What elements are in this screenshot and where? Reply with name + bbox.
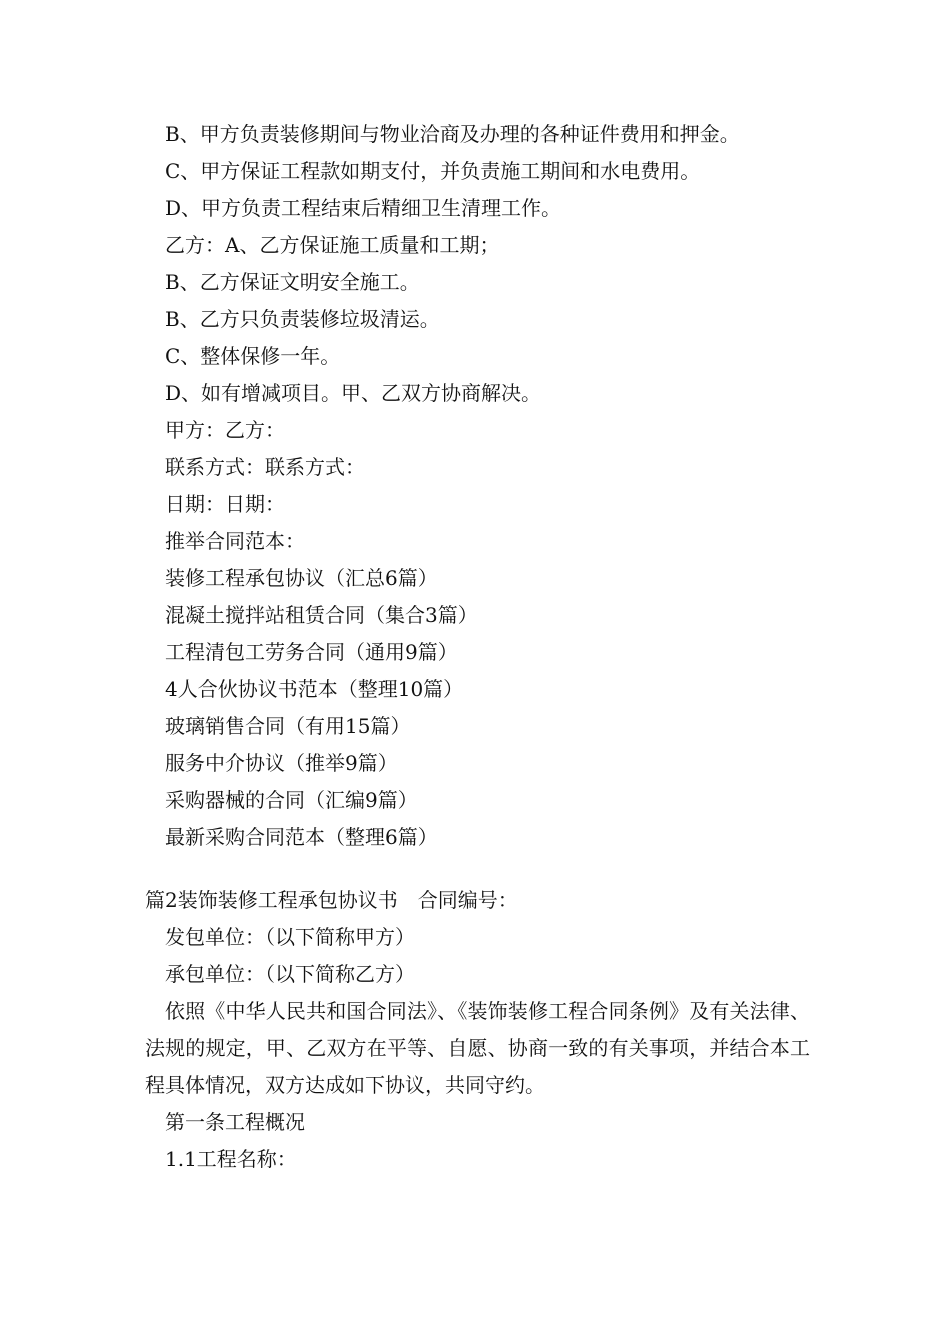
- obligations-section: [145, 116, 810, 523]
- recommend-item[interactable]: 工程清包工劳务合同（通用9篇）: [165, 640, 458, 664]
- recommend-item[interactable]: 玻璃销售合同（有用15篇）: [165, 714, 411, 738]
- section-spacer: [145, 856, 810, 882]
- recommend-section: [145, 523, 810, 856]
- recommend-item[interactable]: 混凝土搅拌站租赁合同（集合3篇）: [165, 603, 478, 627]
- clause-line: B、乙方保证文明安全施工。: [165, 270, 420, 294]
- clause-line: C、整体保修一年。: [165, 344, 341, 368]
- recommend-item[interactable]: 服务中介协议（推举9篇）: [165, 751, 398, 775]
- recommend-item[interactable]: 最新采购合同范本（整理6篇）: [165, 825, 438, 849]
- clause-line: D、如有增减项目。甲、乙双方协商解决。: [165, 381, 542, 405]
- recommend-item[interactable]: 4人合伙协议书范本（整理10篇）: [165, 677, 464, 701]
- employer-line: 发包单位：（以下简称甲方）: [165, 925, 415, 949]
- article-heading: 第一条工程概况: [165, 1110, 305, 1134]
- clause-line: B、乙方只负责装修垃圾清运。: [165, 307, 440, 331]
- clause-line: B、甲方负责装修期间与物业洽商及办理的各种证件费用和押金。: [165, 122, 740, 146]
- intro-paragraph: 依照《中华人民共和国合同法》、《装饰装修工程合同条例》及有关法律、法规的规定，甲、乙双方在平等、自愿、协商一致的有关事项，并结合本工程具体情况，双方达成如下协议，共同守约。: [145, 999, 810, 1097]
- contractor-line: 承包单位：（以下简称乙方）: [165, 962, 415, 986]
- recommend-item[interactable]: 装修工程承包协议（汇总6篇）: [165, 566, 438, 590]
- project-name-line: 1.1工程名称：: [165, 1147, 297, 1171]
- contact-line: 联系方式：联系方式：: [165, 455, 365, 479]
- date-line: 日期：日期：: [165, 492, 285, 516]
- document-page: [145, 116, 810, 1178]
- clause-line: C、甲方保证工程款如期支付，并负责施工期间和水电费用。: [165, 159, 701, 183]
- clause-line: D、甲方负责工程结束后精细卫生清理工作。: [165, 196, 562, 220]
- recommend-heading: 推举合同范本：: [165, 529, 305, 553]
- section-title: 篇2装饰装修工程承包协议书 合同编号：: [145, 888, 518, 912]
- recommend-item[interactable]: 采购器械的合同（汇编9篇）: [165, 788, 418, 812]
- signature-line: 甲方：乙方：: [165, 418, 285, 442]
- clause-line: 乙方：A、乙方保证施工质量和工期；: [165, 233, 500, 257]
- contract-section-2: [145, 882, 810, 1178]
